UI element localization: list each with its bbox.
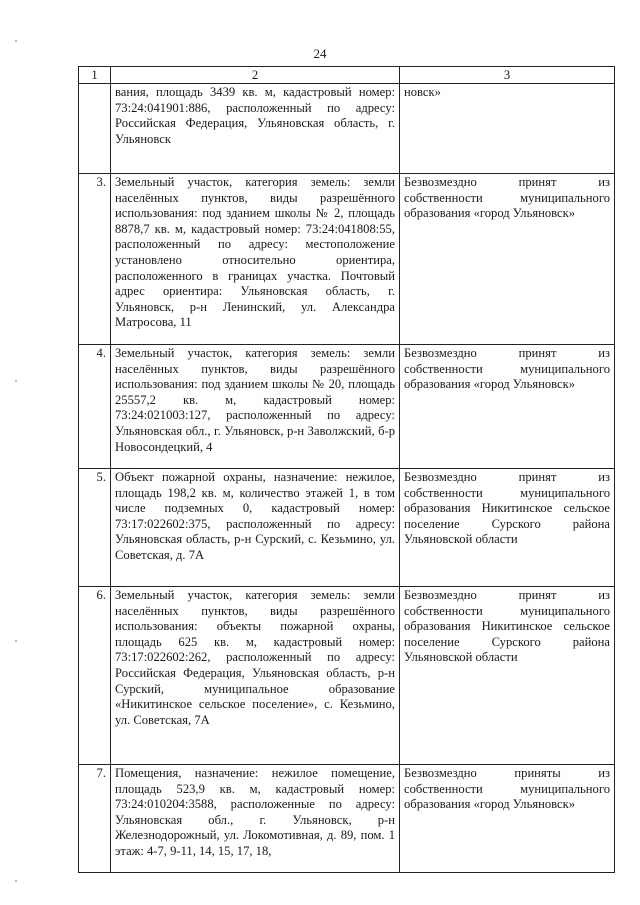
- table-row: [79, 765, 615, 873]
- row-number: 6.: [79, 587, 111, 765]
- scan-speck: [15, 880, 17, 882]
- row-number: [79, 84, 111, 174]
- property-table: [78, 66, 615, 873]
- object-description: Земельный участок, категория земель: земли населённых пунктов, виды разрешённого использования: под зданием школы № 20, площадь 25557,2 кв. м, кадастровый номер: 73:24:021003:127, расположенный по адресу: Ульяновская обл., г. Ульяновск, р-н Заволжский, б-р Новосондецкий, 4: [111, 345, 400, 469]
- scan-speck: [15, 40, 17, 42]
- table-row: [79, 345, 615, 469]
- column-header: 2: [111, 67, 400, 84]
- row-number: 5.: [79, 469, 111, 587]
- object-description: Земельный участок, категория земель: земли населённых пунктов, виды разрешённого использования: под зданием школы № 2, площадь 8878,7 кв. м, кадастровый номер: 73:24:041808:55, расположенный по адресу: местоположение установлено относительно ориентира, расположенного в границах участка. Почтовый адрес ориентира: Ульяновская область, г. Ульяновск, р-н Ленинский, ул. Александра Матросова, 11: [111, 174, 400, 345]
- object-description: Помещения, назначение: нежилое помещение, площадь 523,9 кв. м, кадастровый номер: 73:24:010204:3588, расположенные по адресу: Ульяновская обл., г. Ульяновск, р-н Железнодорожный, ул. Локомотивная, д. 89, пом. 1 этаж: 4-7, 9-11, 14, 15, 17, 18,: [111, 765, 400, 873]
- column-header: 1: [79, 67, 111, 84]
- table-header-row: [79, 67, 615, 84]
- object-description: вания, площадь 3439 кв. м, кадастровый номер: 73:24:041901:886, расположенный по адресу: Российская Федерация, Ульяновская область, г. Ульяновск: [111, 84, 400, 174]
- row-number: 3.: [79, 174, 111, 345]
- transfer-basis: Безвозмездно приняты из собственности муниципального образования «город Ульяновск»: [400, 765, 615, 873]
- table-row: [79, 84, 615, 174]
- transfer-basis: Безвозмездно принят из собственности муниципального образования Никитинское сельское поселение Сурского района Ульяновской области: [400, 587, 615, 765]
- table-row: [79, 469, 615, 587]
- page-number: 24: [313, 46, 327, 61]
- row-number: 4.: [79, 345, 111, 469]
- scan-speck: [15, 640, 17, 642]
- column-header: 3: [400, 67, 615, 84]
- transfer-basis: новск»: [400, 84, 615, 174]
- transfer-basis: Безвозмездно принят из собственности муниципального образования «город Ульяновск»: [400, 345, 615, 469]
- row-number: 7.: [79, 765, 111, 873]
- transfer-basis: Безвозмездно принят из собственности муниципального образования Никитинское сельское поселение Сурского района Ульяновской области: [400, 469, 615, 587]
- scan-speck: [15, 380, 17, 382]
- transfer-basis: Безвозмездно принят из собственности муниципального образования «город Ульяновск»: [400, 174, 615, 345]
- object-description: Объект пожарной охраны, назначение: нежилое, площадь 198,2 кв. м, количество этажей 1, в том числе подземных 0, кадастровый номер: 73:17:022602:375, расположенный по адресу: Ульяновская область, р-н Сурский, с. Кезьмино, ул. Советская, д. 7А: [111, 469, 400, 587]
- table-row: [79, 174, 615, 345]
- object-description: Земельный участок, категория земель: земли населённых пунктов, виды разрешённого использования: объекты пожарной охраны, площадь 625 кв. м, кадастровый номер: 73:17:022602:262, расположенный по адресу: Российская Федерация, Ульяновская область, р-н Сурский, муниципальное образование «Никитинское сельское поселение», с. Кезьмино, ул. Советская, 7А: [111, 587, 400, 765]
- table-row: [79, 587, 615, 765]
